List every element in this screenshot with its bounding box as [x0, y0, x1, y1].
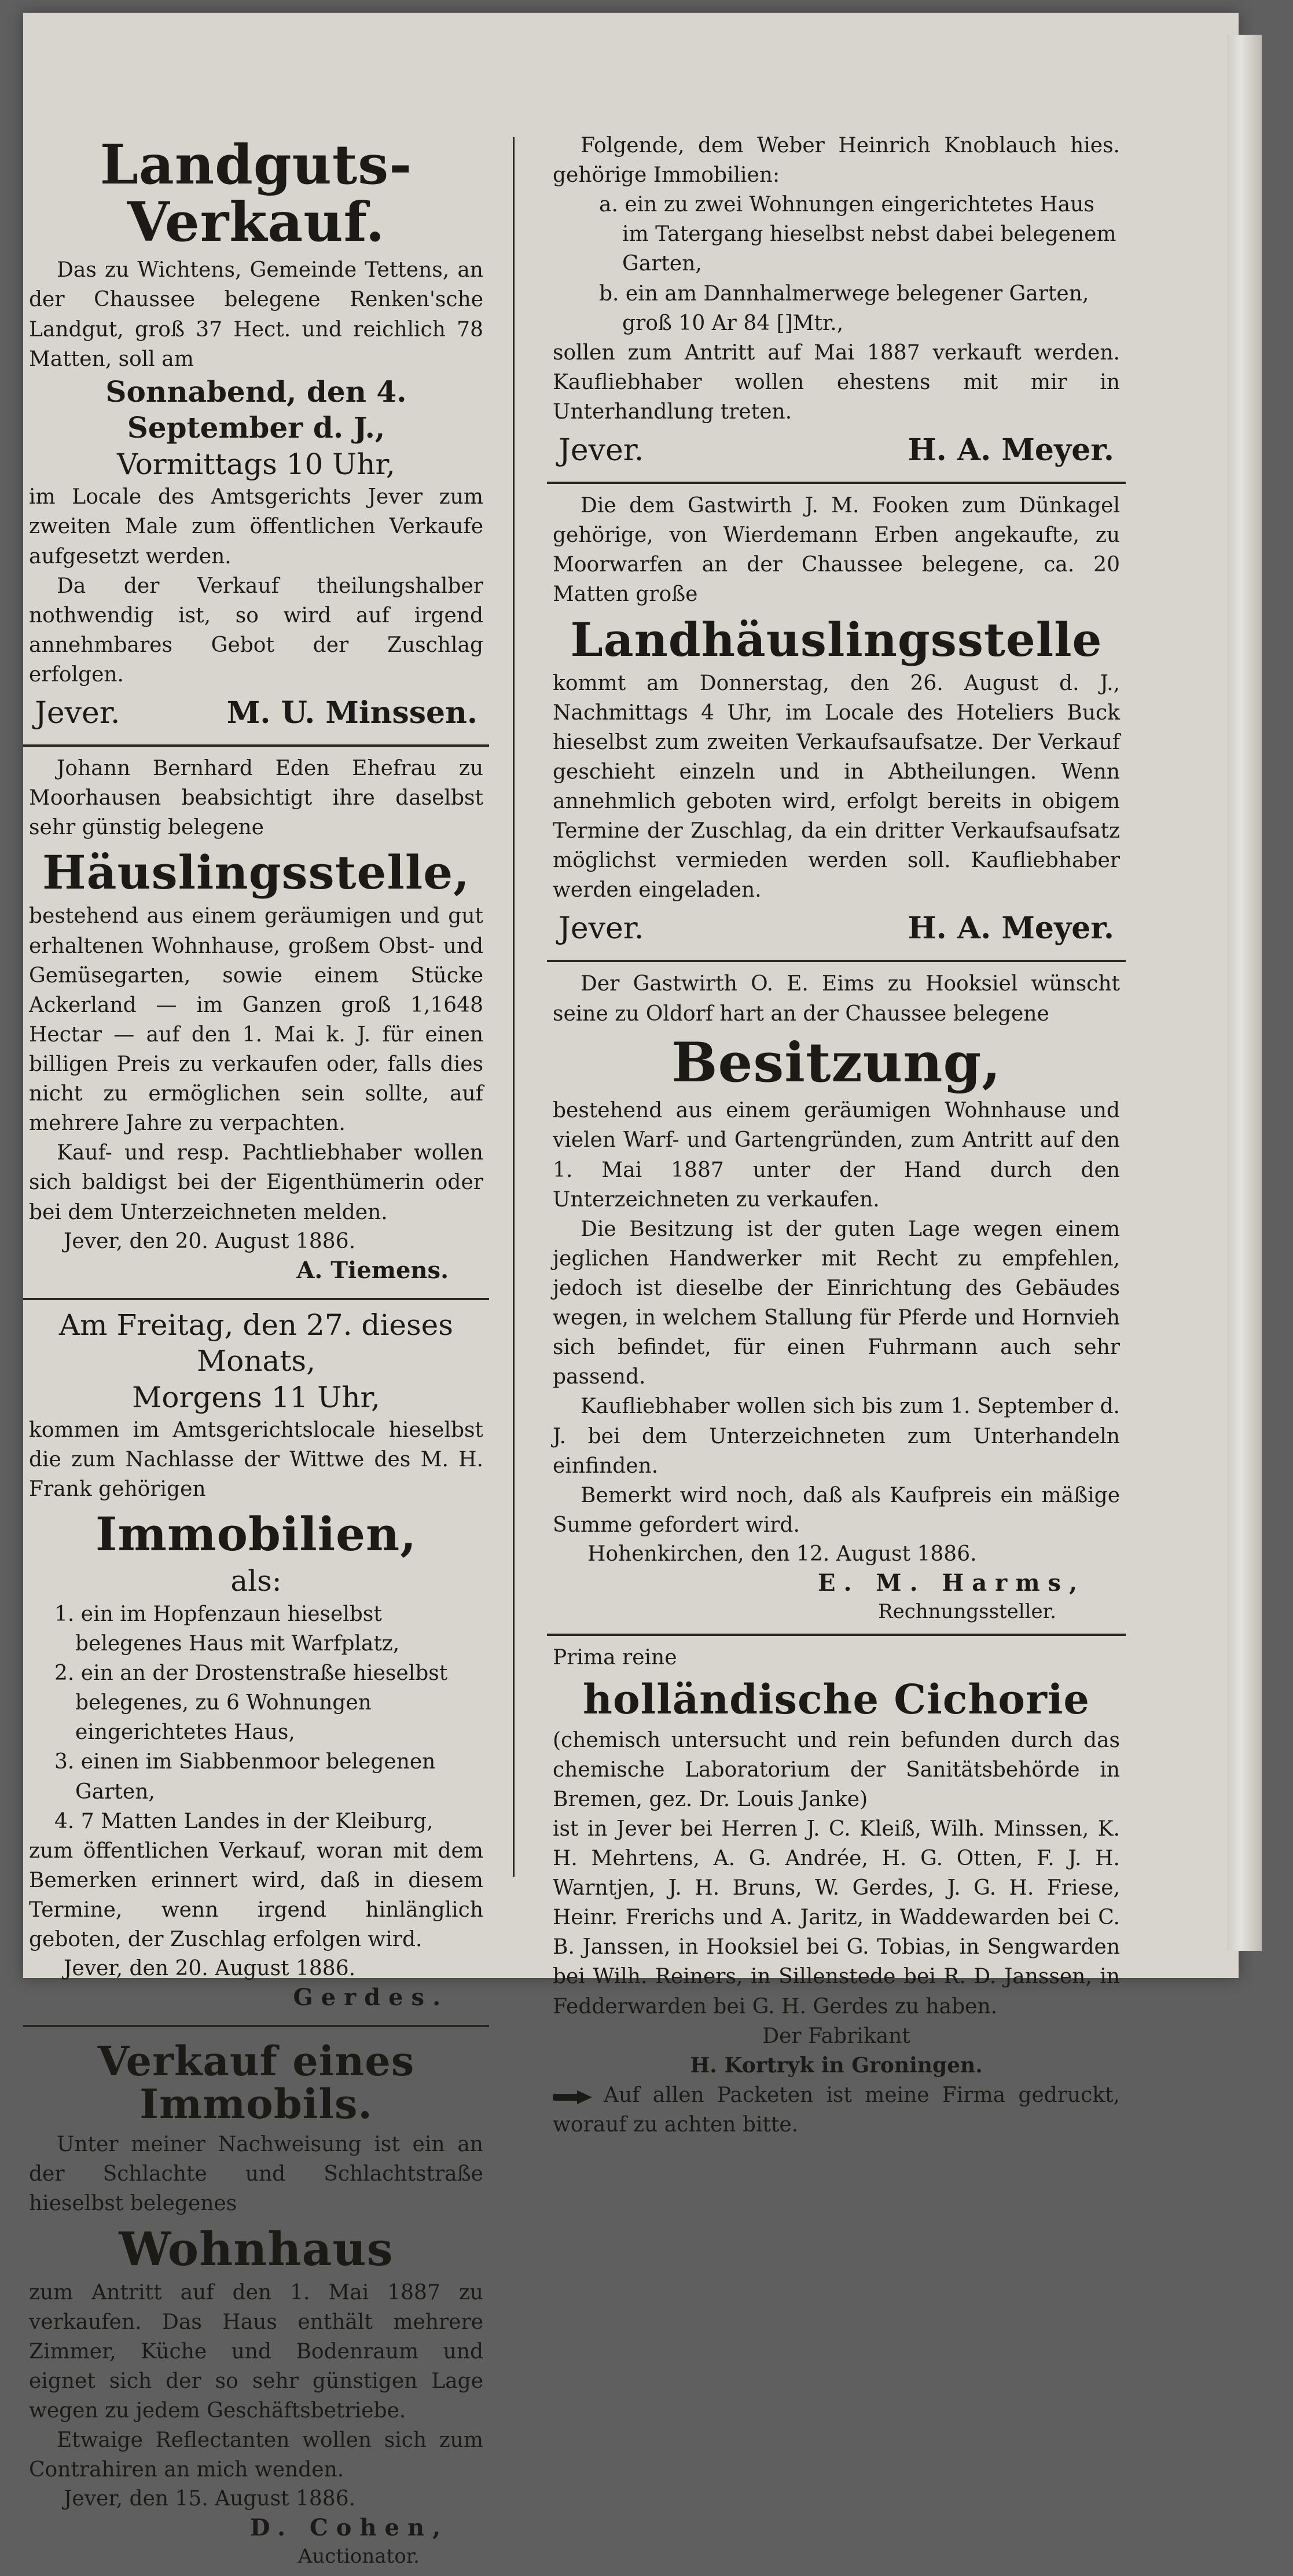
- left-column: [23, 129, 489, 2568]
- ad-body: Kauf- und resp. Pachtliebhaber wollen sich baldigst bei der Eigenthümerin oder bei dem Unterzeichneten melden.: [29, 1141, 483, 1224]
- divider: [547, 960, 1126, 962]
- ad-signer: H. A. Meyer.: [908, 911, 1114, 946]
- ad-signer: Gerdes.: [293, 1984, 449, 2012]
- ad-title: holländische Cichorie: [583, 1675, 1090, 1724]
- ad-signer-role: Rechnungssteller.: [878, 1599, 1056, 1623]
- ad-body: im Locale des Amtsgerichts Jever zum zweiten Male zum öffentlichen Verkaufe aufgesetzt werden.: [29, 485, 483, 568]
- ad-pre: Prima reine: [553, 1645, 677, 1669]
- ad-signer-role: Auctionator.: [297, 2545, 420, 2568]
- ad-title: Besitzung,: [671, 1030, 1001, 1095]
- ad-cichorie: [547, 1641, 1126, 2148]
- ad-body: Etwaige Reflectanten wollen sich zum Contrahiren an mich wenden.: [29, 2428, 483, 2482]
- ad-signer: H. A. Meyer.: [908, 432, 1114, 468]
- ad-signature: [35, 695, 477, 731]
- divider: [23, 1298, 489, 1300]
- ad-knoblauch-immobilien: [547, 129, 1126, 479]
- ad-title: Verkauf eines Immobils.: [97, 2037, 415, 2128]
- ad-signer: D. Cohen,: [249, 2514, 449, 2542]
- ad-title: Häuslingsstelle,: [42, 845, 470, 900]
- ad-date-line: Am Freitag, den 27. dieses Monats,: [59, 1308, 453, 1378]
- ad-time-line: Morgens 11 Uhr,: [132, 1380, 380, 1414]
- ad-intro: Die dem Gastwirth J. M. Fooken zum Dünkagel gehörige, von Wierdemann Erben angekaufte, zu Moorwarfen an der Chaussee belegene, ca. 20 Matten große: [553, 494, 1120, 607]
- ad-body: bestehend aus einem geräumigen und gut erhaltenen Wohnhause, großem Obst- und Gemüsegarten, sowie einem Stücke Ackerland — im Ganzen groß 1,1648 Hectar — auf den 1. Mai k. J. für einen billigen Preis zu verkaufen oder, falls dies nicht zu ermöglichen sein sollte, auf mehrere Jahre zu verpachten.: [29, 904, 483, 1136]
- ad-date: Jever, den 15. August 1886.: [64, 2487, 356, 2511]
- ad-landhaeuslingsstelle: [547, 489, 1126, 957]
- ad-intro: Der Gastwirth O. E. Eims zu Hooksiel wünscht seine zu Oldorf hart an der Chaussee belegene: [553, 972, 1120, 1026]
- ad-date: Jever, den 20. August 1886.: [64, 1957, 356, 1981]
- ad-landguts-verkauf: [23, 129, 489, 742]
- ad-title-secondary: Wohnhaus: [119, 2221, 394, 2276]
- ad-body: zum Antritt auf den 1. Mai 1887 zu verkaufen. Das Haus enthält mehrere Zimmer, Küche und Bodenraum und eignet sich der so sehr günstigen Lage wegen zu jedem Geschäftsbetriebe.: [29, 2280, 483, 2423]
- ad-place: Jever.: [559, 911, 644, 946]
- ad-verkauf-immobils: [23, 2032, 489, 2576]
- ad-intro: Folgende, dem Weber Heinrich Knoblauch hies. gehörige Immobilien:: [553, 134, 1120, 188]
- ad-place: Jever.: [35, 696, 120, 731]
- ad-date-line: Sonnabend, den 4. September d. J.,: [105, 374, 407, 445]
- ad-title: Landguts-Verkauf.: [100, 133, 413, 254]
- list-item: a. ein zu zwei Wohnungen eingerichtetes Haus im Tatergang hieselbst nebst dabei belegenem Garten,: [599, 193, 1116, 276]
- ad-fabrikant-label: Der Fabrikant: [762, 2024, 910, 2048]
- list-item: b. ein am Dannhalmerwege belegener Garten, groß 10 Ar 84 []Mtr.,: [599, 281, 1089, 335]
- pointing-hand-icon: [553, 2089, 593, 2104]
- list-item: 3. einen im Siabbenmoor belegenen Garten,: [54, 1750, 436, 1804]
- ad-intro: Johann Bernhard Eden Ehefrau zu Moorhausen beabsichtigt ihre daselbst sehr günstig belegene: [29, 757, 483, 840]
- ad-fabrikant-name: H. Kortryk in Groningen.: [690, 2053, 983, 2078]
- ad-body: ist in Jever bei Herren J. C. Kleiß, Wilh. Minssen, K. H. Mehrtens, A. G. Andrée, H. G. Otten, F. J. H. Warntjen, J. H. Bruns, W. Gerdes, J. G. H. Friese, Heinr. Frerichs und A. Jaritz, in Waddewarden bei C. B. Janssen, in Hooksiel bei G. Tobias, in Sengwarden bei Wilh. Reiners, in Sillenstede bei R. D. Janssen, in Fedderwarden bei G. H. Gerdes zu haben.: [553, 1817, 1120, 2019]
- ad-signer: A. Tiemens.: [296, 1256, 449, 1284]
- ad-date: Hohenkirchen, den 12. August 1886.: [587, 1542, 977, 1566]
- ad-body: sollen zum Antritt auf Mai 1887 verkauft werden. Kaufliebhaber wollen ehestens mit mir in Unterhandlung treten.: [553, 340, 1120, 424]
- page-edge: [1227, 35, 1262, 1951]
- ad-date: Jever, den 20. August 1886.: [64, 1229, 356, 1253]
- list-item: 2. ein an der Drostenstraße hieselbst belegenes, zu 6 Wohnungen eingerichtetes Haus,: [54, 1661, 448, 1745]
- list-item: 4. 7 Matten Landes in der Kleiburg,: [54, 1809, 434, 1833]
- ad-body: kommen im Amtsgerichtslocale hieselbst die zum Nachlasse der Wittwe des M. H. Frank gehörigen: [29, 1418, 483, 1502]
- list-item: 1. ein im Hopfenzaun hieselbst belegenes Haus mit Warfplatz,: [54, 1602, 400, 1656]
- ad-body: Das zu Wichtens, Gemeinde Tettens, an der Chaussee belegene Renken'sche Landgut, groß 37 Hect. und reichlich 78 Matten, soll am: [29, 258, 483, 371]
- divider: [23, 744, 489, 747]
- ad-signer: M. U. Minssen.: [226, 695, 477, 731]
- ad-body: zum öffentlichen Verkauf, woran mit dem Bemerken erinnert wird, daß in diesem Termine, wenn irgend hinlänglich geboten, der Zuschlag erfolgen wird.: [29, 1839, 483, 1952]
- right-column: [547, 129, 1126, 2137]
- divider: [23, 2025, 489, 2027]
- ad-title: Immobilien,: [95, 1507, 417, 1562]
- ad-body: (chemisch untersucht und rein befunden durch das chemische Laboratorium der Sanitätsbehörde in Bremen, gez. Dr. Louis Janke): [553, 1728, 1120, 1811]
- ad-body: Da der Verkauf theilungshalber nothwendig ist, so wird auf irgend annehmbares Gebot der Zuschlag erfolgen.: [29, 574, 483, 687]
- ad-body: Bemerkt wird noch, daß als Kaufpreis ein mäßige Summe gefordert wird.: [553, 1483, 1120, 1537]
- ad-body: kommt am Donnerstag, den 26. August d. J., Nachmittags 4 Uhr, im Locale des Hoteliers Buck hieselbst zum zweiten Verkaufsaufsatze. Der Verkauf geschieht einzeln und in Abtheilungen. Wenn annehmlich geboten wird, erfolgt bereits in obigem Termine der Zuschlag, da ein dritter Verkaufsaufsatz möglichst vermieden werden soll. Kaufliebhaber werden eingeladen.: [553, 671, 1120, 902]
- newspaper-page: [23, 13, 1239, 2568]
- ad-title: Landhäuslingsstelle: [570, 612, 1103, 667]
- column-divider: [513, 137, 515, 1877]
- ad-als: als:: [230, 1564, 282, 1598]
- ad-besitzung: [547, 967, 1126, 1631]
- ad-time-line: Vormittags 10 Uhr,: [117, 447, 395, 481]
- ad-footer: [553, 2080, 1120, 2140]
- ad-body: Kaufliebhaber wollen sich bis zum 1. September d. J. bei dem Unterzeichneten zum Unterhandeln einfinden.: [553, 1395, 1120, 1478]
- ad-place: Jever.: [559, 433, 644, 468]
- ad-body: Die Besitzung ist der guten Lage wegen einem jeglichen Handwerker mit Recht zu empfehlen, jedoch ist dieselbe der Einrichtung des Gebäudes wegen, in welchem Stallung für Pferde und Hornvieh sich befindet, für einen Fuhrmann auch sehr passend.: [553, 1217, 1120, 1389]
- ad-haeuslingsstelle: [23, 751, 489, 1296]
- ad-footer-text: Auf allen Packeten ist meine Firma gedruckt, worauf zu achten bitte.: [553, 2083, 1120, 2137]
- ad-body: bestehend aus einem geräumigen Wohnhause und vielen Warf- und Gartengründen, zum Antritt auf den 1. Mai 1887 unter der Hand durch den Unterzeichneten zu verkaufen.: [553, 1099, 1120, 1212]
- divider: [547, 482, 1126, 484]
- ad-signer: E. M. Harms,: [817, 1569, 1085, 1597]
- ad-signature: [559, 432, 1114, 468]
- ad-signature: [559, 911, 1114, 946]
- ad-immobilien-frank: [23, 1305, 489, 2023]
- ad-body: Unter meiner Nachweisung ist ein an der Schlachte und Schlachtstraße hieselbst belegenes: [29, 2133, 483, 2216]
- divider: [547, 1634, 1126, 1636]
